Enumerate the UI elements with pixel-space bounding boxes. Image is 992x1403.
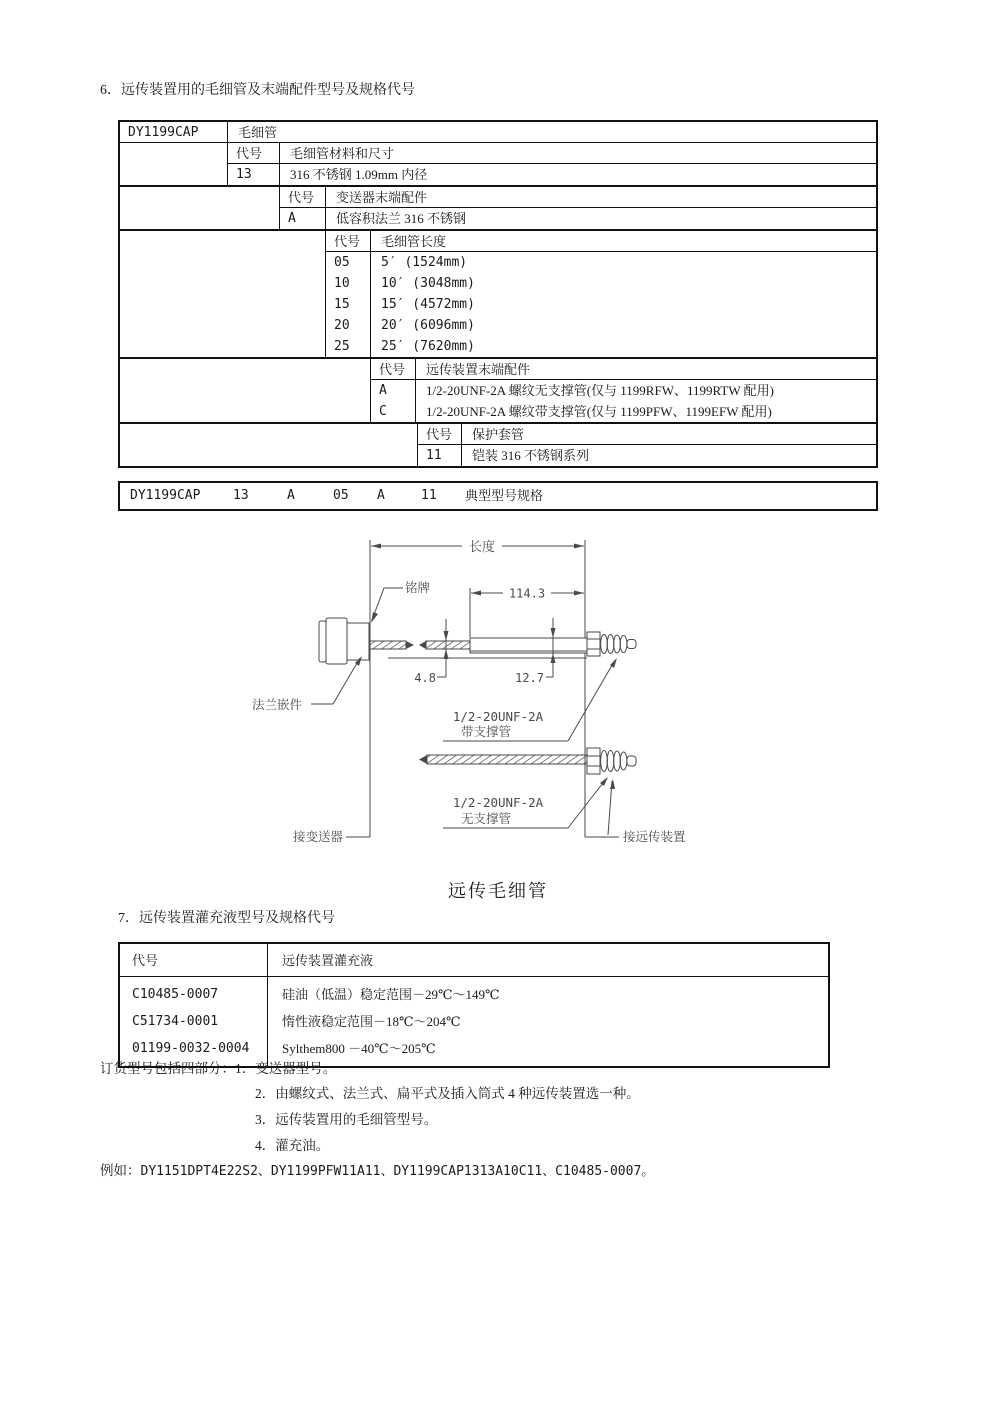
ordering-item-4: 4．灌充油。	[255, 1138, 330, 1153]
code-cell: 10	[326, 273, 371, 294]
table-row	[326, 273, 876, 294]
unsupported-label: 无支撑管	[460, 812, 512, 826]
ordering-prefix: 订货型号包括四部分：	[100, 1061, 235, 1076]
capillary-diagram	[0, 530, 992, 860]
label-cell: 15′ (4572mm)	[381, 297, 475, 312]
code-block-remote-end	[120, 357, 876, 422]
label-cell: 1/2-20UNF-2A 螺纹无支撑管(仅与 1199RFW、1199RTW 配用)	[426, 383, 774, 398]
ordering-example	[100, 1161, 654, 1181]
code-cell: 01199-0032-0004	[120, 1035, 268, 1062]
code-header-cell: 代号	[280, 187, 326, 207]
fill-fluid-table	[118, 942, 830, 1068]
section6-title: 6．远传装置用的毛细管及末端配件型号及规格代号	[100, 83, 415, 98]
code-cell: 05	[326, 252, 371, 273]
ordering-note-line1	[100, 1059, 336, 1078]
block-spacer	[120, 187, 280, 229]
label-cell: 5′ (1524mm)	[381, 255, 468, 270]
fluid-header-cell: 远传装置灌充液	[282, 953, 374, 968]
to-remote-leader	[585, 779, 619, 837]
code-cell: C10485-0007	[120, 981, 268, 1008]
label-cell: 铠装 316 不锈钢系列	[472, 448, 590, 463]
section7-title: 7．远传装置灌充液型号及规格代号	[118, 911, 335, 926]
diagram-caption: 远传毛细管	[448, 881, 548, 901]
table-row	[371, 359, 876, 380]
ordering-item-3: 3．远传装置用的毛细管型号。	[255, 1112, 438, 1127]
table-row	[326, 336, 876, 357]
table-row	[326, 252, 876, 273]
table-row	[120, 122, 876, 143]
table-row	[371, 380, 876, 401]
block-spacer	[120, 424, 418, 466]
product-code-cell: DY1199CAP	[120, 122, 228, 142]
code-header-cell: 代号	[326, 231, 371, 251]
capillary-od-dim: 4.8	[414, 671, 436, 685]
table-row	[326, 294, 876, 315]
code-cell: A	[371, 380, 416, 401]
label-cell: 1/2-20UNF-2A 螺纹带支撑管(仅与 1199PFW、1199EFW 配用)	[426, 404, 772, 419]
supported-thread-spec: 1/2-20UNF-2A	[452, 709, 544, 724]
table-row	[418, 445, 876, 466]
typical-model-table	[118, 481, 878, 511]
capillary-tube-upper	[370, 641, 473, 649]
flange-insert-label: 法兰嵌件	[252, 698, 303, 712]
label-header-cell: 毛细管长度	[381, 234, 447, 249]
code-header-cell: 代号	[120, 944, 268, 976]
label-cell: 25′ (7620mm)	[381, 339, 475, 354]
label-header-cell: 毛细管材料和尺寸	[290, 146, 395, 161]
nameplate-leader	[371, 588, 403, 623]
block-spacer	[120, 359, 371, 422]
supported-label: 带支撑管	[460, 725, 512, 739]
typical-c3: 05	[333, 488, 349, 503]
capillary-tube-lower	[419, 748, 636, 774]
model-code-table	[118, 120, 878, 468]
code-block-sheath	[120, 422, 876, 466]
label-cell: 20′ (6096mm)	[381, 318, 475, 333]
code-block-material	[120, 143, 876, 185]
example-codes: DY1151DPT4E22S2、DY1199PFW11A11、DY1199CAP1313A10C11、C10485-0007。	[140, 1164, 655, 1179]
code-cell: 11	[418, 445, 462, 466]
table-row	[326, 315, 876, 336]
block-spacer	[120, 143, 228, 185]
code-cell: 13	[228, 164, 280, 185]
table-row	[418, 424, 876, 445]
label-cell: 316 不锈钢 1.09mm 内径	[290, 167, 428, 182]
threaded-end-upper	[587, 632, 636, 656]
label-cell: 低容积法兰 316 不锈钢	[336, 211, 467, 226]
ordering-item-2: 2．由螺纹式、法兰式、扁平式及插入筒式 4 种远传装置选一种。	[255, 1086, 640, 1101]
typical-c1: 13	[233, 488, 249, 503]
flange-insert-leader	[311, 656, 362, 704]
table-row	[371, 401, 876, 422]
typical-code: DY1199CAP	[130, 488, 201, 503]
table-row	[120, 981, 828, 1008]
table-row	[280, 187, 876, 208]
code-cell: 20	[326, 315, 371, 336]
table-row	[280, 208, 876, 229]
table-row	[228, 143, 876, 164]
length-dim-label: 长度	[468, 539, 496, 554]
code-cell: 25	[326, 336, 371, 357]
typical-c2: A	[287, 488, 295, 503]
product-label-cell: 毛细管	[238, 125, 278, 140]
typical-c4: A	[377, 488, 385, 503]
code-cell: 15	[326, 294, 371, 315]
support-od-dim: 12.7	[515, 671, 544, 685]
example-prefix: 例如：	[100, 1163, 141, 1178]
code-block-length	[120, 229, 876, 357]
desc-cell: Sylthem800 －40℃～205℃	[282, 1041, 436, 1056]
code-cell: A	[280, 208, 326, 229]
to-transmitter-label: 接变送器	[292, 830, 343, 844]
code-header-cell: 代号	[371, 359, 416, 379]
desc-cell: 惰性液稳定范围－18℃～204℃	[282, 1014, 461, 1029]
label-header-cell: 远传装置末端配件	[426, 362, 531, 377]
table-header-row	[120, 944, 828, 977]
table-row	[120, 1008, 828, 1035]
table-row	[120, 1035, 828, 1062]
label-header-cell: 变送器末端配件	[336, 190, 428, 205]
code-header-cell: 代号	[228, 143, 280, 163]
support-tube	[388, 638, 587, 658]
typical-c5: 11	[421, 488, 437, 503]
code-cell: C	[371, 401, 416, 422]
support-length-dim: 114.3	[508, 586, 546, 601]
typical-label: 典型型号规格	[465, 488, 544, 503]
table-row	[326, 231, 876, 252]
unsupported-thread-spec: 1/2-20UNF-2A	[452, 795, 544, 810]
label-cell: 10′ (3048mm)	[381, 276, 475, 291]
nameplate-label: 铭牌	[405, 581, 431, 595]
to-remote-label: 接远传装置	[623, 830, 686, 844]
desc-cell: 硅油（低温）稳定范围－29℃～149℃	[282, 987, 500, 1002]
ordering-item-1: 1．变送器型号。	[235, 1061, 337, 1076]
label-header-cell: 保护套管	[472, 427, 525, 442]
code-cell: C51734-0001	[120, 1008, 268, 1035]
table-row	[228, 164, 876, 185]
block-spacer	[120, 231, 326, 357]
code-block-transmitter-end	[120, 185, 876, 229]
code-header-cell: 代号	[418, 424, 462, 444]
